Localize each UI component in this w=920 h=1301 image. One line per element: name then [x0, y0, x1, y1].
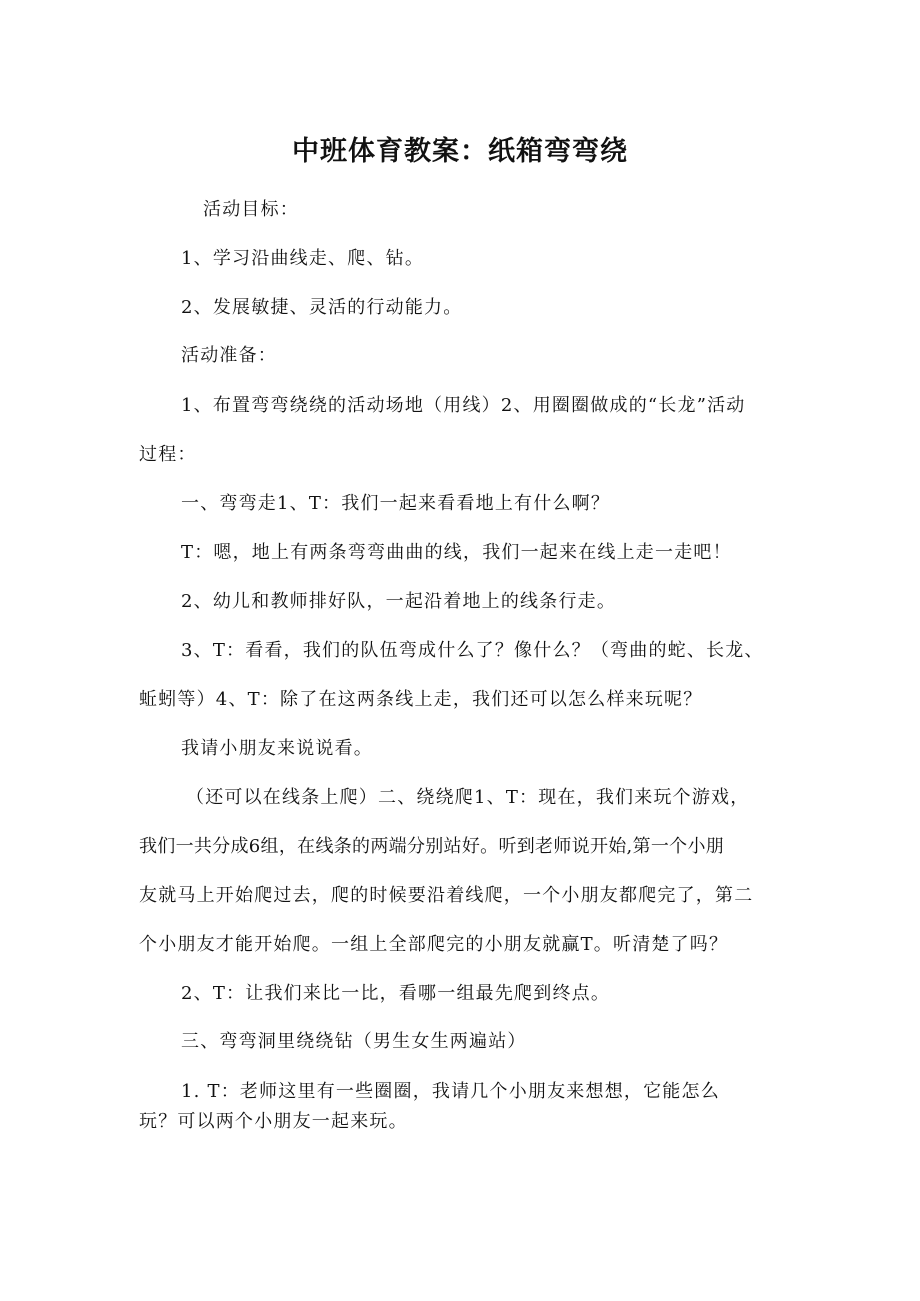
- paragraph-line: 2、T：让我们来比一比，看哪一组最先爬到终点。: [181, 983, 611, 1004]
- paragraph-line: 1、学习沿曲线走、爬、钻。: [181, 248, 425, 269]
- paragraph-line: 三、弯弯洞里绕绕钻（男生女生两遍站）: [181, 1031, 527, 1052]
- paragraph-line: T：嗯，地上有两条弯弯曲曲的线，我们一起来在线上走一走吧！: [181, 542, 732, 563]
- paragraph-line: 友就马上开始爬过去，爬的时候要沿着线爬，一个小朋友都爬完了，第二: [139, 885, 754, 906]
- paragraph-line: 活动准备：: [181, 345, 277, 366]
- document-title: 中班体育教案：纸箱弯弯绕: [292, 136, 628, 167]
- paragraph-line: 个小朋友才能开始爬。一组上全部爬完的小朋友就赢T。听清楚了吗？: [139, 934, 729, 955]
- paragraph-line: 1. T：老师这里有一些圈圈，我请几个小朋友来想想，它能怎么: [181, 1081, 720, 1102]
- paragraph-line: 我请小朋友来说说看。: [181, 738, 373, 759]
- paragraph-line: 我们一共分成6组，在线条的两端分别站好。听到老师说开始,第一个小朋: [139, 836, 725, 857]
- paragraph-line: 2、幼儿和教师排好队，一起沿着地上的线条行走。: [181, 591, 617, 612]
- paragraph-line: 2、发展敏捷、灵活的行动能力。: [181, 297, 463, 318]
- paragraph-line: 1、布置弯弯绕绕的活动场地（用线）2、用圈圈做成的“长龙”活动: [181, 395, 746, 416]
- paragraph-line: 3、T：看看，我们的队伍弯成什么了？像什么？（弯曲的蛇、长龙、: [181, 640, 764, 661]
- paragraph-line: （还可以在线条上爬）二、绕绕爬1、T：现在，我们来玩个游戏，: [186, 787, 750, 808]
- paragraph-line: 蚯蚓等）4、T：除了在这两条线上走，我们还可以怎么样来玩呢？: [139, 689, 703, 710]
- paragraph-line: 玩？可以两个小朋友一起来玩。: [139, 1111, 408, 1132]
- paragraph-line: 活动目标：: [203, 199, 299, 220]
- paragraph-line: 过程：: [139, 444, 197, 465]
- paragraph-line: 一、弯弯走1、T：我们一起来看看地上有什么啊？: [181, 493, 611, 514]
